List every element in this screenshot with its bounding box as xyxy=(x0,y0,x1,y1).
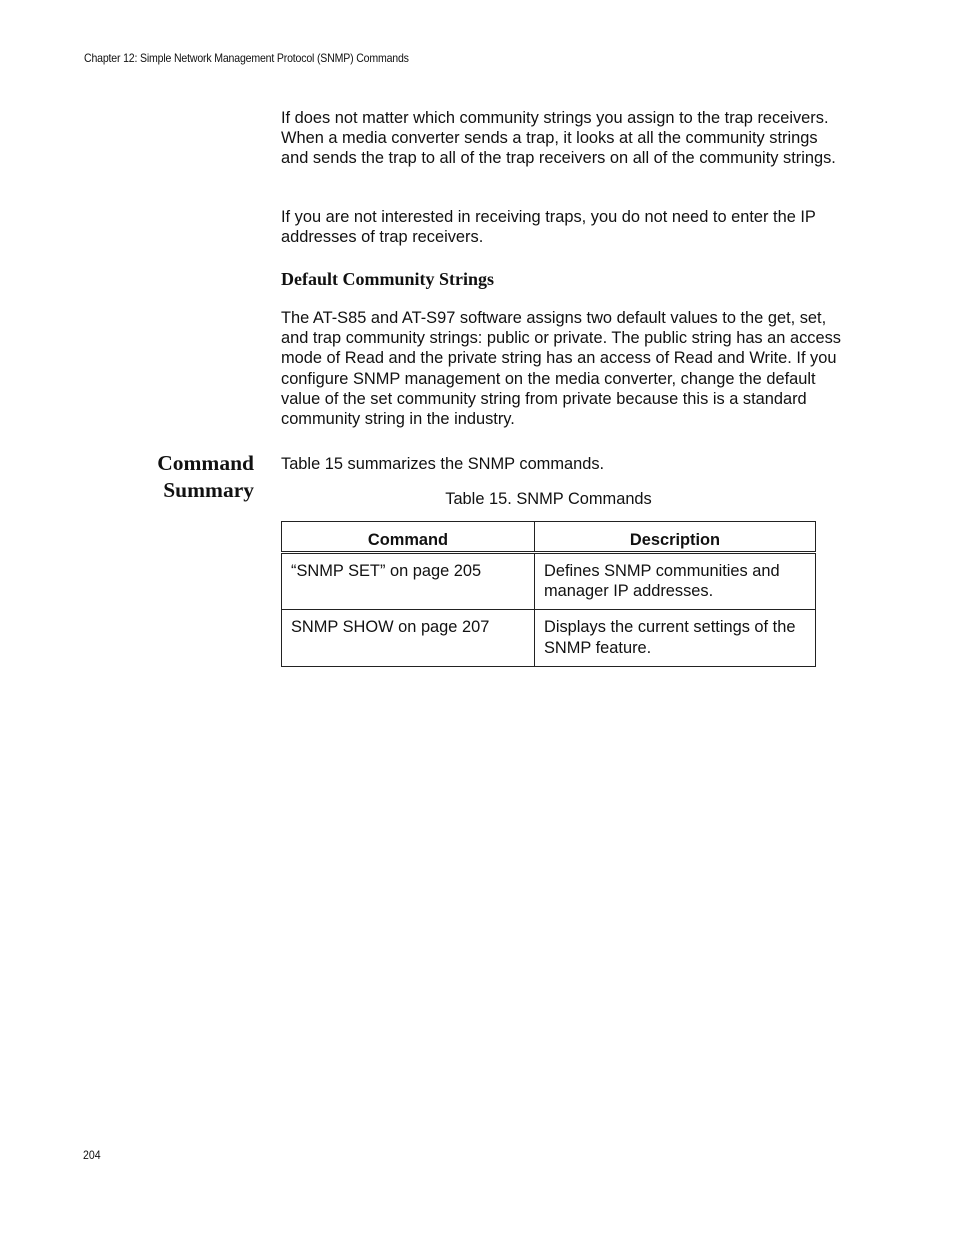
cell-command-snmp-set[interactable]: “SNMP SET” on page 205 xyxy=(282,553,535,610)
subheading-default-community-strings: Default Community Strings xyxy=(281,269,495,289)
page-number: 204 xyxy=(83,1148,101,1162)
paragraph-no-traps: If you are not interested in receiving traps, you do not need to enter the IP addresses of trap receivers. xyxy=(281,208,816,247)
paragraph-trap-receivers: If does not matter which community strings you assign to the trap receivers. When a media converter sends a trap, it looks at all the community strings and sends the trap to all of the trap receivers on all of the community strings. xyxy=(281,109,836,168)
running-header: Chapter 12: Simple Network Management Protocol (SNMP) Commands xyxy=(84,51,409,65)
cell-command-snmp-show[interactable]: SNMP SHOW on page 207 xyxy=(282,610,535,666)
column-header-command: Command xyxy=(282,522,535,553)
snmp-commands-table xyxy=(281,521,816,667)
table-caption: Table 15. SNMP Commands xyxy=(445,490,652,508)
paragraph-table-intro: Table 15 summarizes the SNMP commands. xyxy=(281,455,605,473)
section-heading-command-summary xyxy=(54,450,254,504)
table-header-row xyxy=(282,522,816,553)
section-heading-line2: Summary xyxy=(163,478,254,502)
table-row xyxy=(282,553,816,610)
cell-description: Defines SNMP communities and manager IP addresses. xyxy=(535,553,816,610)
section-heading-line1: Command xyxy=(157,451,254,475)
column-header-description: Description xyxy=(535,522,816,553)
paragraph-default-values: The AT-S85 and AT-S97 software assigns two default values to the get, set, and trap community strings: public or private. The public string has an access mode of Read and the private string has an access of Read and Write. If you configure SNMP management on the media converter, change the default value of the set community string from private because this is a standard community string in the industry. xyxy=(281,309,841,429)
table-row xyxy=(282,610,816,666)
cell-description: Displays the current settings of the SNMP feature. xyxy=(535,610,816,666)
